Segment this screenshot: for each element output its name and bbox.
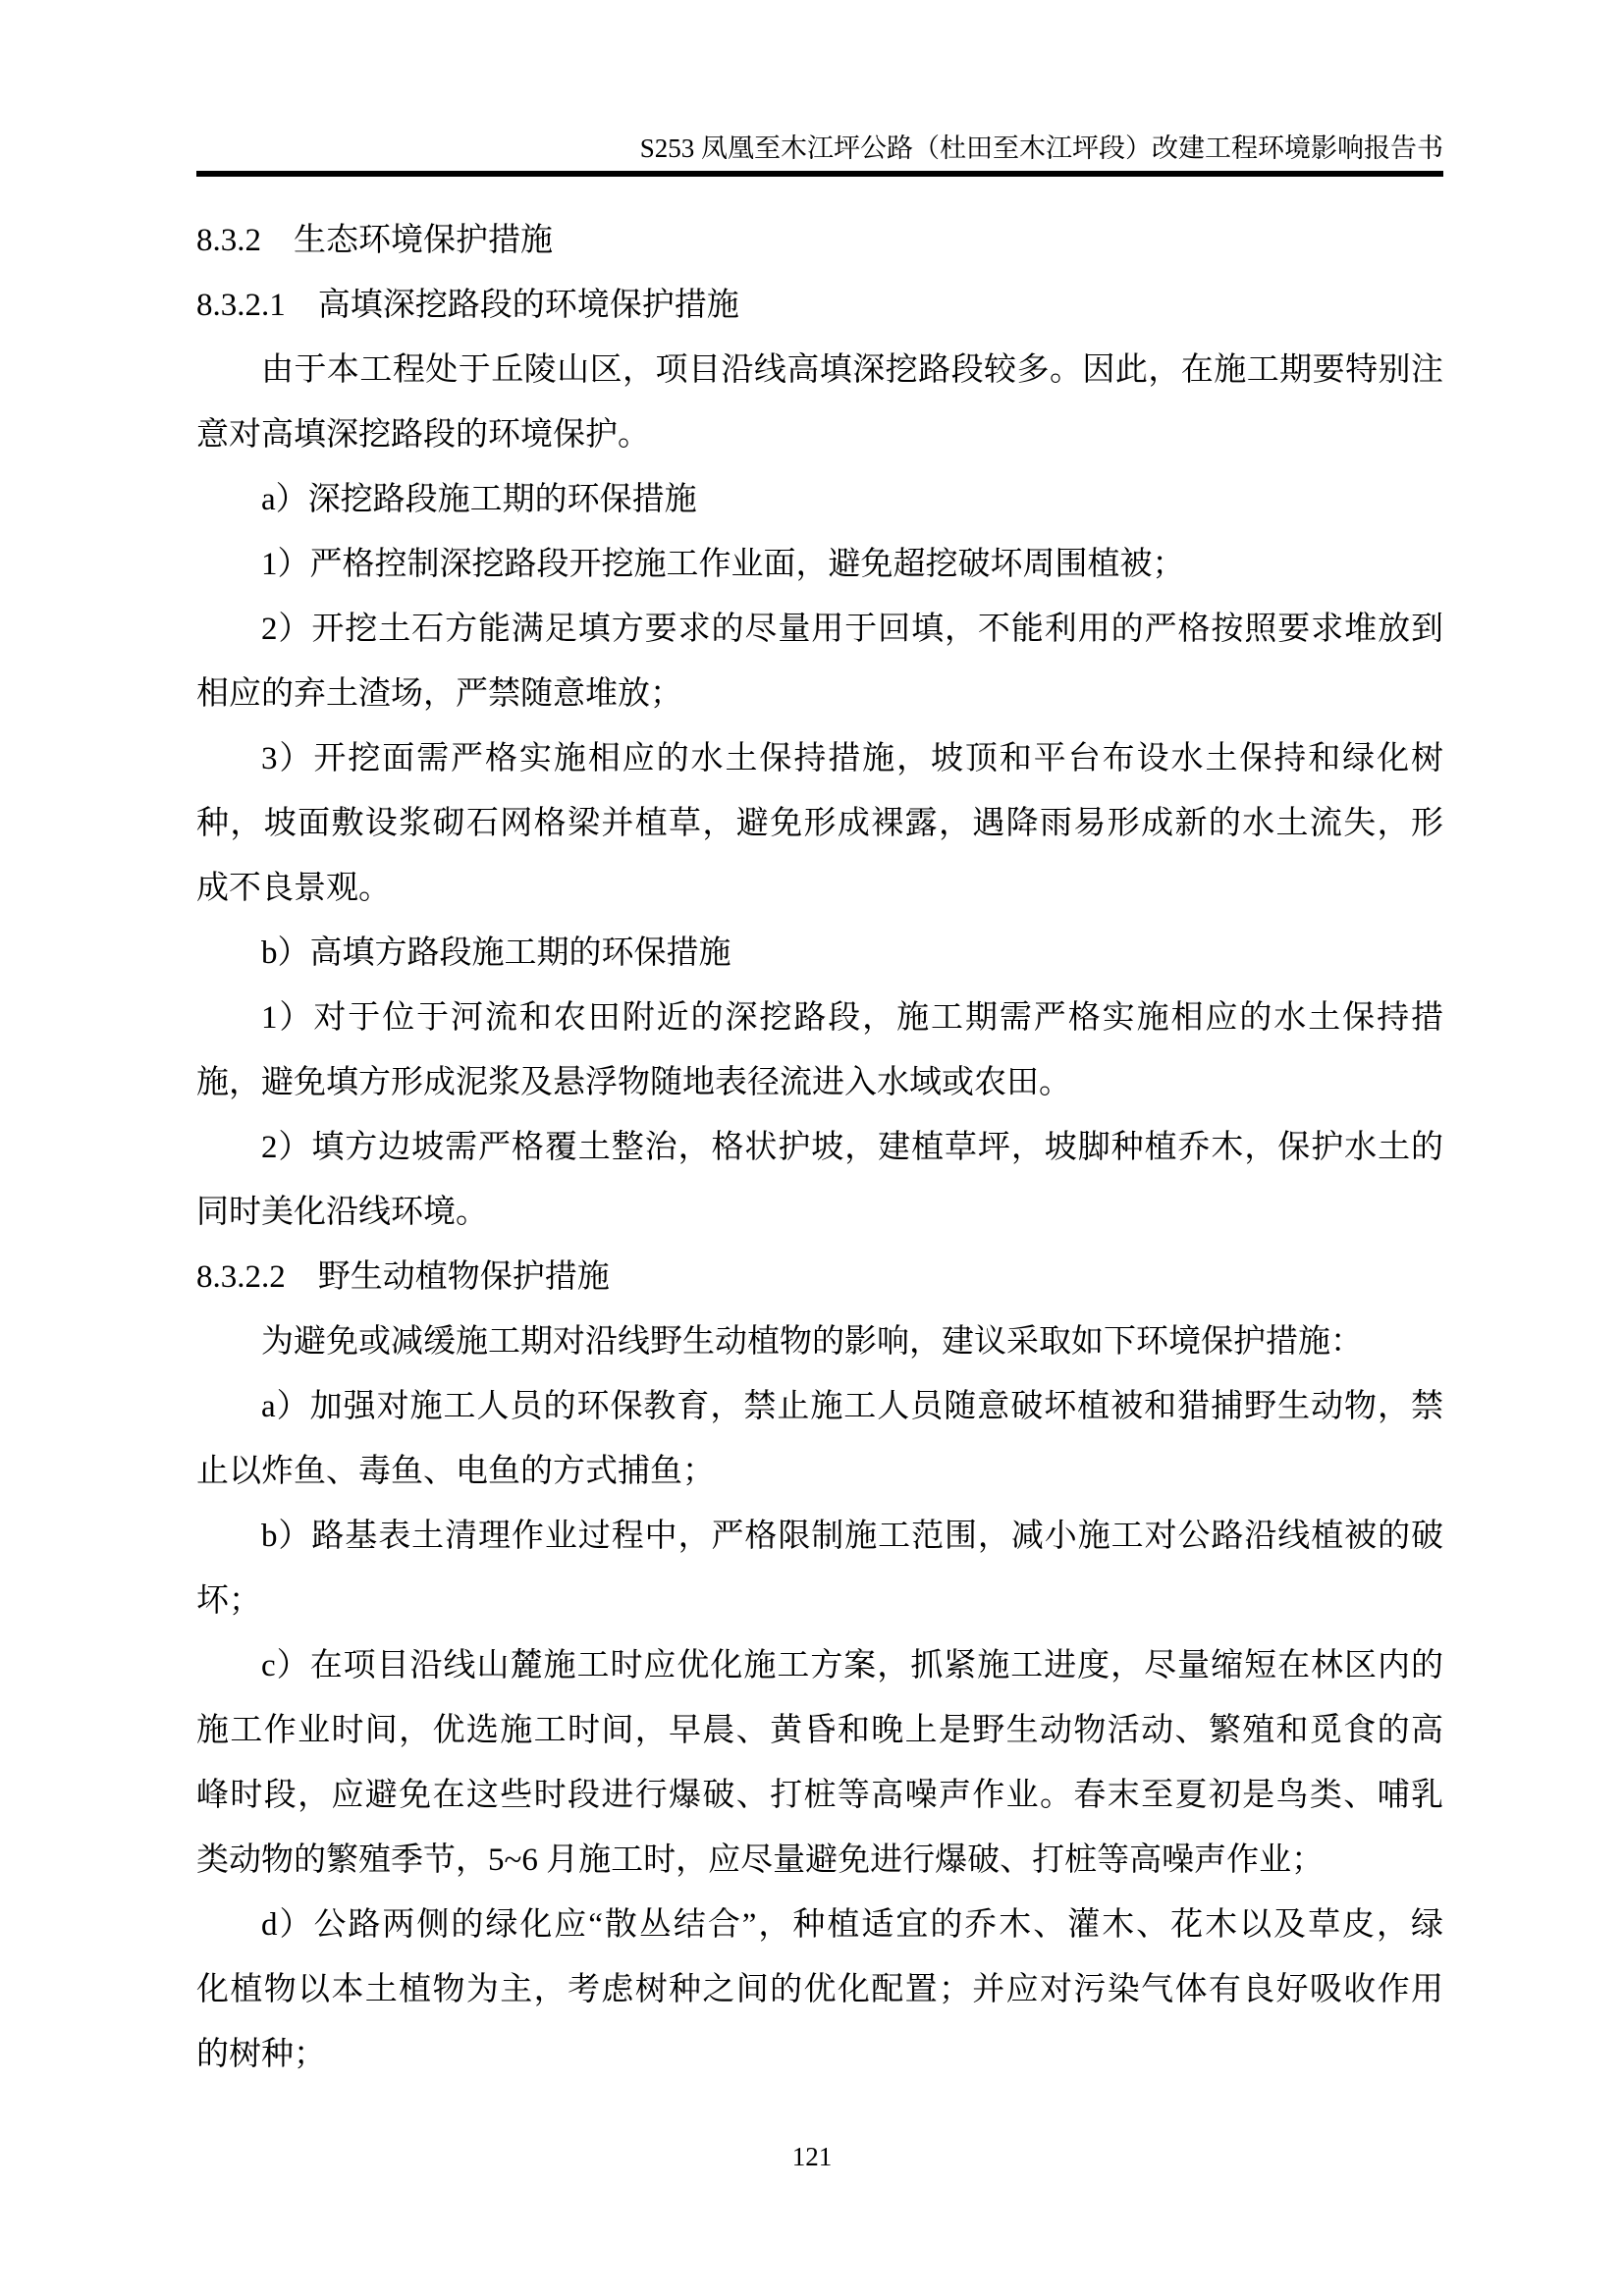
text-line: 种，坡面敷设浆砌石网格梁并植草，避免形成裸露，遇降雨易形成新的水土流失，形 xyxy=(196,806,1443,841)
text-line: a）深挖路段施工期的环保措施 xyxy=(261,482,697,517)
page-number: 121 xyxy=(791,2142,833,2171)
text-line: 止以炸鱼、毒鱼、电鱼的方式捕鱼； xyxy=(196,1454,715,1489)
section-heading-8-3-2-1: 8.3.2.1 高填深挖路段的环境保护措施 xyxy=(196,288,739,323)
text-line: 坏； xyxy=(196,1583,261,1619)
text-line: a）加强对施工人员的环保教育，禁止施工人员随意破坏植被和猎捕野生动物，禁 xyxy=(261,1389,1443,1424)
text-line: 化植物以本土植物为主，考虑树种之间的优化配置；并应对污染气体有良好吸收作用 xyxy=(196,1972,1443,2007)
text-line: 施，避免填方形成泥浆及悬浮物随地表径流进入水域或农田。 xyxy=(196,1065,1071,1100)
text-line: 相应的弃土渣场，严禁随意堆放； xyxy=(196,676,682,712)
text-line: b）路基表土清理作业过程中，严格限制施工范围，减小施工对公路沿线植被的破 xyxy=(261,1519,1443,1554)
text-line: 峰时段，应避免在这些时段进行爆破、打桩等高噪声作业。春末至夏初是鸟类、哺乳 xyxy=(196,1778,1443,1813)
text-line: 3）开挖面需严格实施相应的水土保持措施，坡顶和平台布设水土保持和绿化树 xyxy=(261,741,1443,776)
page-header-title: S253 凤凰至木江坪公路（杜田至木江坪段）改建工程环境影响报告书 xyxy=(639,133,1443,163)
text-line: b）高填方路段施工期的环保措施 xyxy=(261,935,731,971)
section-heading-8-3-2: 8.3.2 生态环境保护措施 xyxy=(196,223,553,258)
text-line: 1）对于位于河流和农田附近的深挖路段，施工期需严格实施相应的水土保持措 xyxy=(261,1000,1443,1036)
text-line: d）公路两侧的绿化应“散丛结合”，种植适宜的乔木、灌木、花木以及草皮，绿 xyxy=(261,1907,1443,1943)
document-body xyxy=(196,208,1443,2087)
text-line: c）在项目沿线山麓施工时应优化施工方案，抓紧施工进度，尽量缩短在林区内的 xyxy=(261,1648,1443,1683)
text-line: 的树种； xyxy=(196,2037,326,2072)
header-rule xyxy=(196,171,1443,177)
section-heading-8-3-2-2: 8.3.2.2 野生动植物保护措施 xyxy=(196,1259,610,1295)
text-line: 成不良景观。 xyxy=(196,871,391,906)
text-line: 同时美化沿线环境。 xyxy=(196,1195,488,1230)
text-line: 由于本工程处于丘陵山区，项目沿线高填深挖路段较多。因此，在施工期要特别注 xyxy=(261,352,1443,388)
text-line: 2）填方边坡需严格覆土整治，格状护坡，建植草坪，坡脚种植乔木，保护水土的 xyxy=(261,1130,1443,1165)
text-line: 2）开挖土石方能满足填方要求的尽量用于回填，不能利用的严格按照要求堆放到 xyxy=(261,612,1443,647)
text-line: 意对高填深挖路段的环境保护。 xyxy=(196,417,650,453)
text-line: 施工作业时间，优选施工时间，早晨、黄昏和晚上是野生动物活动、繁殖和觅食的高 xyxy=(196,1713,1443,1748)
text-line: 类动物的繁殖季节，5~6 月施工时，应尽量避免进行爆破、打桩等高噪声作业； xyxy=(196,1842,1325,1878)
text-line: 1）严格控制深挖路段开挖施工作业面，避免超挖破坏周围植被； xyxy=(261,547,1185,582)
text-line: 为避免或减缓施工期对沿线野生动植物的影响，建议采取如下环境保护措施： xyxy=(261,1324,1363,1360)
